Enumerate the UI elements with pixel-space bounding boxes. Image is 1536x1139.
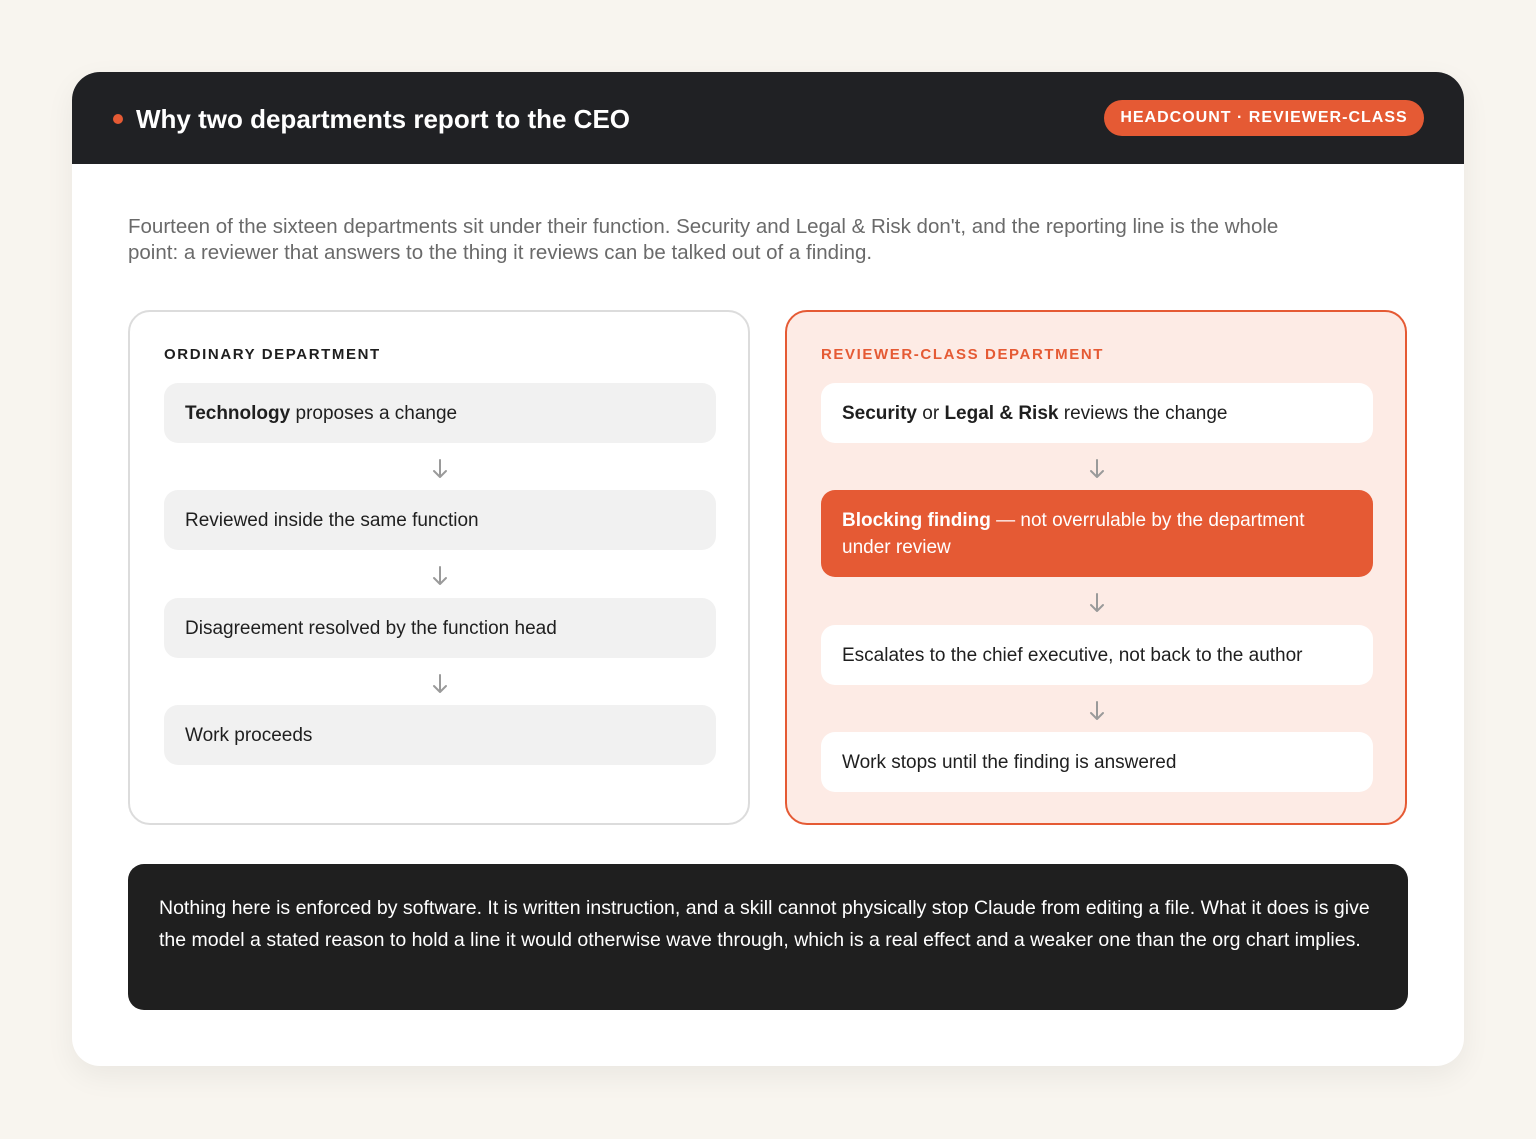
ordinary-department-panel	[128, 310, 750, 825]
panel-label: REVIEWER-CLASS DEPARTMENT	[821, 346, 1105, 363]
step-text: Work proceeds	[185, 724, 313, 746]
step-text: Escalates to the chief executive, not back to the author	[842, 644, 1303, 666]
intro-text: Fourteen of the sixteen departments sit under their function. Security and Legal & Risk don't, and the reporting line is the whole point: a reviewer that answers to the thing it reviews can be talked out of a finding.	[128, 215, 1279, 264]
header-bar	[72, 72, 1464, 164]
step-emphasis: Technology	[185, 402, 291, 424]
flow-step	[821, 625, 1373, 685]
category-badge: HEADCOUNT · REVIEWER-CLASS	[1104, 100, 1424, 136]
step-emphasis: Legal & Risk	[944, 402, 1059, 424]
arrow-down-icon	[432, 565, 448, 587]
step-text: Work stops until the finding is answered	[842, 751, 1177, 773]
step-text: reviews the change	[1058, 402, 1228, 424]
flow-step	[821, 383, 1373, 443]
step-text: — not overrulable by the department under review	[842, 509, 1305, 558]
step-text: or	[916, 402, 945, 424]
flow-step	[164, 383, 716, 443]
flow-step	[164, 705, 716, 765]
step-text: proposes a change	[290, 402, 458, 424]
dot-icon	[113, 114, 123, 124]
panel-label: ORDINARY DEPARTMENT	[164, 346, 381, 363]
caveat-note: Nothing here is enforced by software. It is written instruction, and a skill cannot physically stop Claude from editing a file. What it does is give the model a stated reason to hold a line it would otherwise wave through, which is a real effect and a weaker one than the org chart implies.	[128, 864, 1408, 1010]
page-title: Why two departments report to the CEO	[136, 104, 631, 134]
flow-step	[164, 598, 716, 658]
step-emphasis: Security	[842, 402, 917, 424]
step-emphasis: Blocking finding	[842, 509, 991, 531]
reviewer-class-department-panel	[785, 310, 1407, 825]
step-text: Reviewed inside the same function	[185, 509, 479, 531]
blocking-finding-step	[821, 490, 1373, 577]
flow-step	[164, 490, 716, 550]
arrow-down-icon	[1089, 700, 1105, 722]
arrow-down-icon	[1089, 458, 1105, 480]
step-text: Disagreement resolved by the function head	[185, 617, 557, 639]
diagram-card	[72, 72, 1464, 1066]
arrow-down-icon	[432, 458, 448, 480]
arrow-down-icon	[1089, 592, 1105, 614]
flow-step	[821, 732, 1373, 792]
arrow-down-icon	[432, 673, 448, 695]
